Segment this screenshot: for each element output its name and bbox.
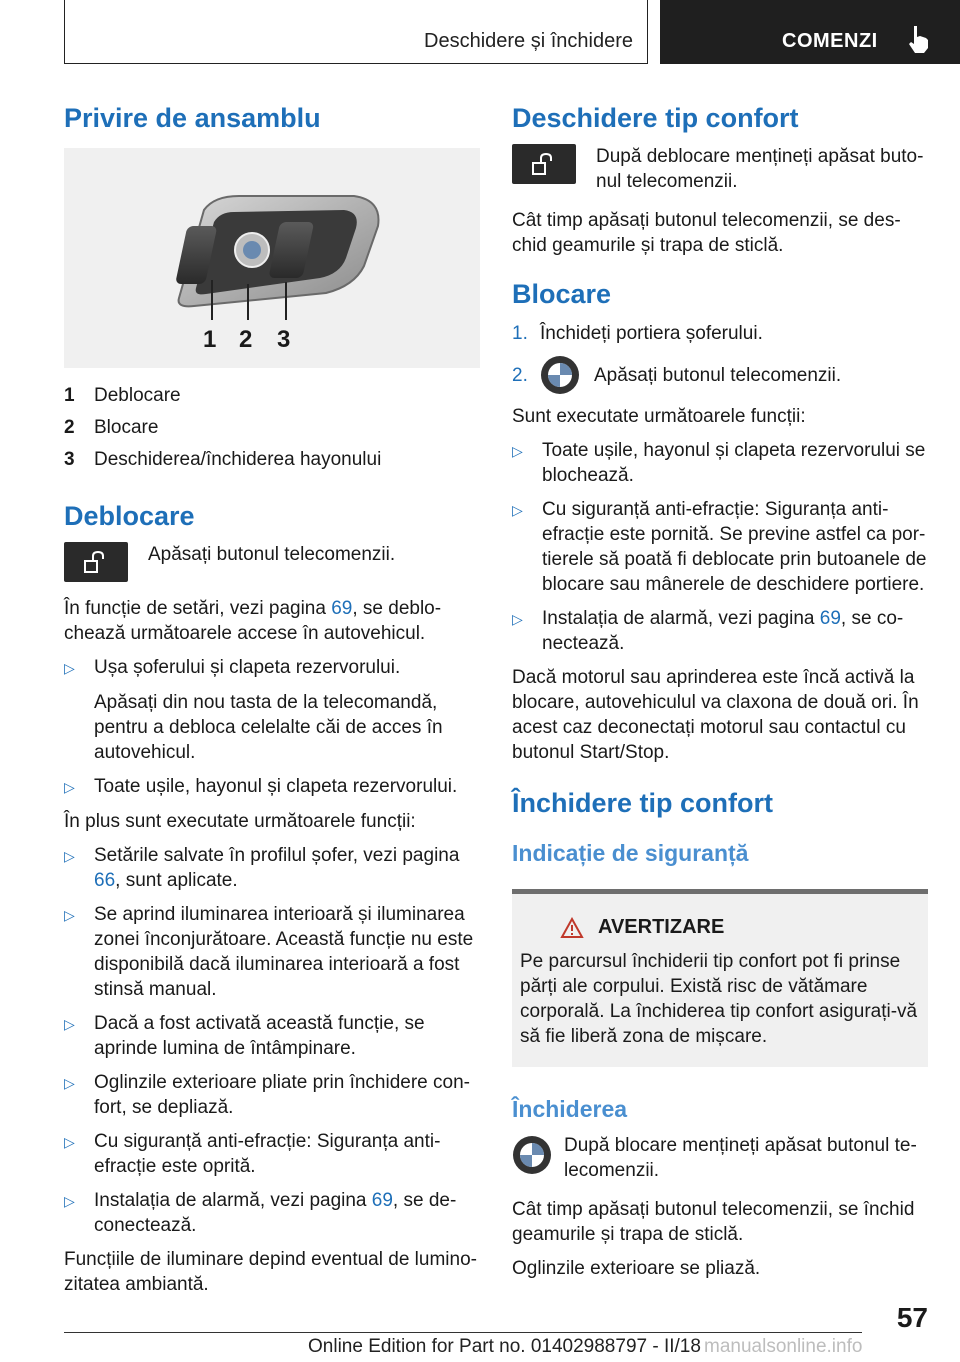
chapter-title: COMENZI — [782, 30, 878, 52]
section-title: Deschidere și închidere — [424, 30, 633, 52]
unlock-button-icon — [512, 144, 576, 184]
footer-divider — [64, 1332, 862, 1333]
triangle-bullet-icon: ▷ — [64, 1016, 75, 1032]
right-column — [512, 100, 928, 1281]
image-callout-2: 2 — [239, 326, 253, 353]
triangle-bullet-icon: ▷ — [64, 907, 75, 923]
bmw-logo-icon — [512, 1135, 552, 1175]
triangle-bullet-icon: ▷ — [512, 502, 523, 518]
warning-box — [512, 889, 928, 1067]
page-number: 57 — [896, 1302, 928, 1333]
triangle-bullet-icon: ▷ — [64, 779, 75, 795]
comfort-open-instruction: După deblocare mențineți apăsat butonul telecomenzii. — [512, 144, 928, 194]
closing-mirrors-text: Oglinzile exterioare se pliază. — [512, 1258, 761, 1279]
left-column — [64, 100, 480, 1297]
list-item: ▷ Instalația de alarmă, vezi pagina 69, se conectează. — [512, 608, 904, 654]
triangle-bullet-icon: ▷ — [64, 1134, 75, 1150]
triangle-bullet-icon: ▷ — [64, 1075, 75, 1091]
list-item: ▷ Instalația de alarmă, vezi pagina 69, se deconectează. — [64, 1190, 457, 1236]
list-item: ▷ Toate ușile, hayonul și clapeta rezervorului se blochează. — [512, 440, 926, 486]
closing-instruction: După blocare mențineți apăsat butonul telecomenzii. — [512, 1133, 928, 1183]
page-header — [0, 0, 960, 64]
comfort-open-title: Deschidere tip confort — [512, 103, 799, 133]
image-callout-1: 1 — [203, 326, 217, 353]
list-item: ▷ Setările salvate în profilul șofer, vezi pagina 66, sunt aplicate. — [64, 845, 460, 891]
unlock-button-icon — [64, 542, 128, 582]
footer-edition: Online Edition for Part no. 01402988797 - II/18 — [308, 1336, 701, 1357]
warning-heading: AVERTIZARE — [560, 916, 920, 939]
image-callout-3: 3 — [277, 326, 291, 353]
unlock-title: Deblocare — [64, 501, 195, 531]
chapter-tab — [660, 0, 960, 64]
bullet-extra-text: Apăsați din nou tasta de la telecomandă, pentru a debloca celelalte căi de acces în autovehicul. — [94, 692, 443, 763]
overview-title: Privire de ansamblu — [64, 103, 321, 133]
list-item: ▷ Se aprind iluminarea interioară și iluminarea zonei înconjurătoare. Această funcție nu este disponibilă dacă iluminarea interioară a fost stinsă manual. — [64, 904, 474, 1000]
lock-functions-text: Sunt executate următoarele funcții: — [512, 406, 806, 427]
footer-watermark: manualsonline.info — [704, 1336, 863, 1357]
bmw-logo-icon — [540, 355, 580, 395]
lock-title: Blocare — [512, 279, 612, 309]
triangle-bullet-icon: ▷ — [512, 611, 523, 627]
page-link[interactable]: 69 — [331, 598, 353, 619]
additional-text: În plus sunt executate următoarele funcții: — [64, 811, 416, 832]
closing-text: Cât timp apăsați butonul telecomenzii, se închid geamurile și trapa de sticlă. — [512, 1199, 915, 1245]
triangle-bullet-icon: ▷ — [64, 1193, 75, 1209]
comfort-open-text: Cât timp apăsați butonul telecomenzii, se deschid geamurile și trapa de sticlă. — [512, 210, 901, 256]
list-item: ▷ Toate ușile, hayonul și clapeta rezervorului. — [64, 774, 480, 800]
settings-text: În funcție de setări, vezi pagina 69, se deblochează următoarele accese în autovehicul. — [64, 598, 442, 644]
legend-item: 3 Deschiderea/închiderea hayonului — [64, 449, 382, 470]
triangle-bullet-icon: ▷ — [512, 443, 523, 459]
legend-item: 1 Deblocare — [64, 385, 181, 406]
triangle-bullet-icon: ▷ — [64, 660, 75, 676]
list-item: ▷ Cu siguranță anti-efracție: Siguranța anti-efracție este pornită. Se previne astfel ca portierele să poată fi deblocate prin butoanele de blocare sau mânerele de deschidere portiere. — [512, 499, 927, 595]
closing-title: Închiderea — [512, 1096, 628, 1122]
key-fob-illustration — [64, 148, 480, 368]
list-item: ▷ Oglinzile exterioare pliate prin închidere confort, se depliază. — [64, 1072, 470, 1118]
hand-pointer-icon — [906, 24, 932, 54]
page-link[interactable]: 66 — [94, 870, 116, 891]
list-item: ▷ Dacă a fost activată această funcție, se aprinde lumina de întâmpinare. — [64, 1013, 425, 1059]
list-item: ▷ Cu siguranță anti-efracție: Siguranța anti-efracție este oprită. — [64, 1131, 441, 1177]
page-link[interactable]: 69 — [819, 608, 841, 629]
image-legend — [64, 380, 480, 476]
safety-title: Indicație de siguranță — [512, 840, 749, 866]
warning-triangle-icon — [560, 917, 584, 939]
triangle-bullet-icon: ▷ — [64, 848, 75, 864]
comfort-close-title: Închidere tip confort — [512, 788, 774, 818]
section-tab — [64, 0, 648, 64]
page-link[interactable]: 69 — [371, 1190, 393, 1211]
legend-item: 2 Blocare — [64, 417, 159, 438]
lock-step: 2. Apăsați butonul telecomenzii. — [512, 355, 928, 395]
closing-note: Funcțiile de iluminare depind eventual de luminozitatea ambiantă. — [64, 1249, 477, 1295]
warning-text: Pe parcursul închiderii tip confort pot fi prinse părți ale corpului. Există risc de vătămare corporală. La închiderea tip confort asigurați-vă să fie liberă zona de mișcare. — [520, 951, 918, 1047]
list-item: ▷ Ușa șoferului și clapeta rezervorului. — [64, 655, 480, 681]
lock-note: Dacă motorul sau aprinderea este încă activă la blocare, autovehiculul va claxona de două ori. În acest caz deconectați motorul sau contactul cu butonul Start/Stop. — [512, 667, 919, 763]
unlock-instruction: Apăsați butonul telecomenzii. — [64, 542, 480, 582]
lock-step: 1. Închideți portiera șoferului. — [512, 323, 763, 344]
key-fob-image — [64, 148, 480, 368]
